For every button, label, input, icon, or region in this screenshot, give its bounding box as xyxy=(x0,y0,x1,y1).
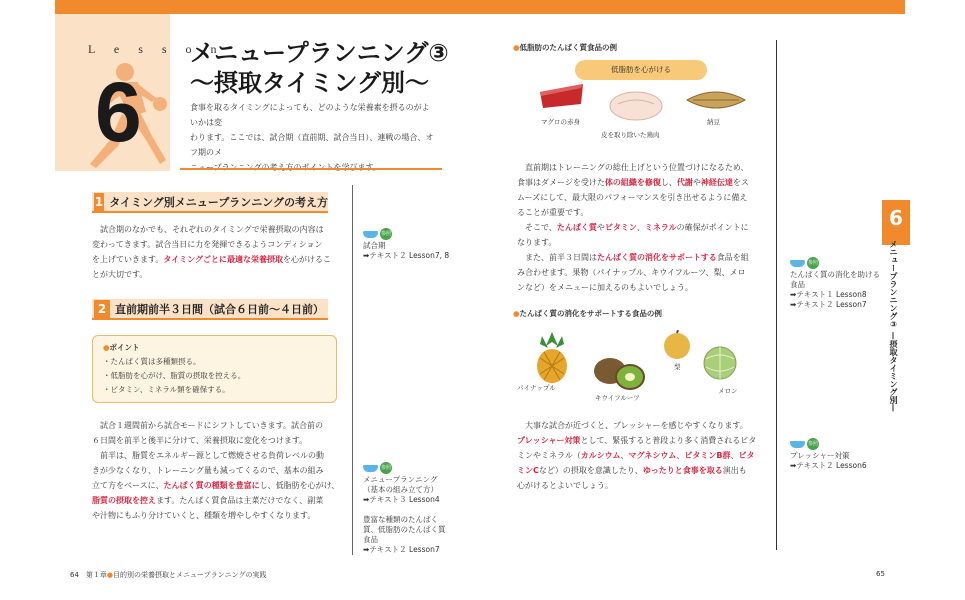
text-run: の確保がポイントに xyxy=(676,223,749,232)
section-1-heading xyxy=(92,192,328,213)
reference-badge: 参照 xyxy=(807,438,819,450)
body-line: ンなど）をメニューに加えるのもよいでしょう。 xyxy=(517,283,693,292)
food-label: メロン xyxy=(718,387,738,395)
section-number: 1 xyxy=(94,194,104,209)
pear-illustration xyxy=(662,330,692,360)
text-run: として、緊張すると普段より多く消費されるビタ xyxy=(580,436,757,445)
reference-icon xyxy=(790,257,819,269)
section-number: 2 xyxy=(94,300,110,318)
chapter-tab-title: メニュープランニング③ —摂取タイミング別— xyxy=(889,240,898,412)
reference-title: たんぱく質の消化を助ける xyxy=(790,269,880,279)
reference-note xyxy=(363,462,440,505)
highlight-text: ビタ xyxy=(738,451,755,460)
highlight-text: ビタミン xyxy=(604,223,637,232)
body-line: 試合期のなかでも、それぞれのタイミングで栄養摂取の内容は xyxy=(92,225,324,234)
kiwi-illustration xyxy=(592,355,648,391)
body-line: きが少なくなり、トレーニング量も減ってくるので、基本の組み xyxy=(92,466,324,475)
intro-text xyxy=(190,100,435,175)
food-label: パイナップル xyxy=(517,384,556,392)
point-box xyxy=(92,335,337,403)
natto-illustration xyxy=(685,86,747,114)
page-title xyxy=(190,38,449,98)
highlight-text: ミンC xyxy=(517,466,539,475)
body-line: 直前期はトレーニングの総仕上げという位置づけになるため、 xyxy=(517,163,749,172)
reference-badge: 参照 xyxy=(380,462,392,474)
body-line: や汁物にもふり分けていくと、種類を増やしやすくなります。 xyxy=(92,511,316,520)
point-heading-text: ポイント xyxy=(109,343,140,352)
body-line: ６日間を前半と後半に分けて、栄養摂取に変化をつけます。 xyxy=(92,436,308,445)
title-line-1: メニュープランニング③ xyxy=(190,39,449,67)
text-run: など）の摂取を意識したり、 xyxy=(538,466,643,475)
right-body-2 xyxy=(517,418,772,493)
reference-title: 豊富な種類のたんぱく xyxy=(363,515,438,524)
caption-text: たんぱく質の消化をサポートする食品の例 xyxy=(519,309,662,318)
text-run: を上げていきます。 xyxy=(92,255,164,264)
text-run: 、 xyxy=(730,451,739,460)
top-orange-bar xyxy=(55,0,905,14)
section-label: 直前期前半３日間（試合６日前〜４日前） xyxy=(115,302,324,316)
reference-note xyxy=(363,515,446,555)
reference-link: ➡テキスト２ Lesson7 xyxy=(790,299,867,309)
intro-divider xyxy=(180,168,442,170)
highlight-text: タイミングごとに最適な栄養摂取 xyxy=(163,255,284,264)
reference-rule-left xyxy=(352,185,353,555)
point-item: ・たんぱく質は多種類摂る。 xyxy=(103,357,201,366)
intro-line: 食事を取るタイミングによっても、どのような栄養素を摂るのがよいかは変 xyxy=(190,103,430,127)
text-run: ミンやミネラル（ xyxy=(517,451,581,460)
reference-link: ➡テキスト２ Lesson7, 8 xyxy=(363,250,450,260)
reference-title: （基本の組み立て方） xyxy=(363,484,438,494)
body-line xyxy=(517,463,772,478)
text-run: をス xyxy=(732,178,749,187)
text-run: 、 xyxy=(620,451,629,460)
section-label: タイミング別メニュープランニングの考え方 xyxy=(109,195,328,209)
body-line: 心がけるとよいでしょう。 xyxy=(517,481,613,490)
reference-title: 食品 xyxy=(790,279,805,289)
text-run: 、 xyxy=(676,451,685,460)
point-item: ・ビタミン、ミネラル類を確保する。 xyxy=(103,385,230,394)
caption-text: 低脂肪のたんぱく質食品の例 xyxy=(519,43,618,52)
text-run: ます。たんぱく質食品は主菜だけでなく、副菜 xyxy=(156,496,324,505)
lesson-label: L e s s o n xyxy=(88,42,225,56)
highlight-text: たんぱく質の種類を豊富に xyxy=(163,481,260,490)
intro-line: わります。ここでは、試合期（直前期、試合当日）、連戦の場合、オフ期のメ xyxy=(190,133,434,157)
reference-title: メニュープランニング xyxy=(363,474,438,484)
footer-left: 64 第１章●目的別の栄養摂取とメニュープランニングの実践 xyxy=(70,571,267,579)
text-run: 食品を組 xyxy=(716,253,749,262)
body-line xyxy=(517,448,772,463)
body-line: み合わせます。果物（パイナップル、キウイフルーツ、梨、メロ xyxy=(517,268,746,277)
highlight-text: 代謝 xyxy=(676,178,693,187)
food-label: キウイフルーツ xyxy=(595,394,640,402)
body-line xyxy=(92,478,347,493)
reference-link: ➡テキスト２ Lesson7 xyxy=(363,545,440,554)
section-1-body xyxy=(92,222,342,282)
body-line: 変わってきます。試合当日に力を発揮できるようコンディション xyxy=(92,240,323,249)
point-heading: ●ポイント xyxy=(103,343,140,352)
text-run: や xyxy=(692,178,701,187)
reference-title: 試合期 xyxy=(363,240,386,250)
melon-illustration xyxy=(700,345,740,381)
reference-link: ➡テキスト１ Lesson8 xyxy=(790,289,867,299)
point-item: ・低脂肪を心がけ、脂質の摂取を控える。 xyxy=(103,371,246,380)
body-line xyxy=(92,252,342,267)
chapter-label: 第１章 xyxy=(85,571,107,579)
text-run: し、低脂肪を心がけ、 xyxy=(259,481,340,490)
speech-bubble: 低脂肪を心がける xyxy=(575,60,707,80)
body-line xyxy=(517,220,772,235)
highlight-text: カルシウム xyxy=(580,451,621,460)
page-number: 65 xyxy=(876,570,885,578)
reference-icon xyxy=(790,438,819,450)
reference-link: ➡テキスト３ Lesson4 xyxy=(363,494,440,504)
pineapple-illustration xyxy=(530,330,574,384)
reference-title: 食品 xyxy=(363,535,378,544)
highlight-text: プレッシャー対策 xyxy=(517,436,581,445)
body-line: 大事な試合が近づくと、プレッシャーを感じやすくなります。 xyxy=(517,421,748,430)
right-body-1 xyxy=(517,160,772,295)
food-label: マグロの赤身 xyxy=(541,118,580,126)
caption-digestion-foods: ●たんぱく質の消化をサポートする食品の例 xyxy=(513,309,662,318)
food-label: 皮を取り除いた鶏肉 xyxy=(601,131,660,139)
reference-title: プレッシャー対策 xyxy=(790,450,850,460)
section-2-heading xyxy=(92,299,328,320)
text-run: 食事はダメージを受けた xyxy=(517,178,605,187)
text-run: 演出も xyxy=(722,466,747,475)
reference-rule-right xyxy=(776,40,777,550)
text-run: そこで、 xyxy=(517,223,557,232)
page-number: 64 xyxy=(70,571,79,579)
body-line xyxy=(517,175,772,190)
body-line: 前半は、脂質をエネルギー源として燃焼させる負荷レベルの動 xyxy=(92,451,324,460)
highlight-text: ミネラル xyxy=(644,223,677,232)
highlight-text: マグネシウム xyxy=(628,451,677,460)
tuna-illustration xyxy=(537,80,587,112)
reference-icon xyxy=(363,462,392,474)
reference-badge: 参照 xyxy=(380,228,392,240)
reference-icon xyxy=(363,228,392,240)
reference-link: ➡テキスト２ Lesson6 xyxy=(790,460,867,470)
body-line: とが大切です。 xyxy=(92,270,148,279)
body-line xyxy=(517,250,772,265)
text-run: や xyxy=(596,223,605,232)
reference-note xyxy=(790,438,867,471)
body-line: 試合１週間前から試合モードにシフトしていきます。試合前の xyxy=(92,421,324,430)
highlight-text: たんぱく質 xyxy=(556,223,597,232)
body-line xyxy=(517,433,772,448)
reference-note xyxy=(363,228,449,261)
highlight-text: 神経伝達 xyxy=(700,178,733,187)
title-line-2: 〜摂取タイミング別〜 xyxy=(190,69,430,97)
chapter-tab: 6 xyxy=(882,200,910,245)
reference-badge: 参照 xyxy=(807,257,819,269)
highlight-text: ビタミンB群 xyxy=(684,451,731,460)
text-run: し、 xyxy=(660,178,677,187)
highlight-text: 脂質の摂取を控え xyxy=(92,496,156,505)
food-label: 納豆 xyxy=(707,118,720,126)
text-run: 、 xyxy=(636,223,645,232)
body-line xyxy=(92,493,347,508)
section-2-body xyxy=(92,418,347,523)
chapter-title: 目的別の栄養摂取とメニュープランニングの実践 xyxy=(113,571,267,579)
highlight-text: 体の組織を修復 xyxy=(604,178,661,187)
text-run: また、前半３日間は xyxy=(517,253,597,262)
reference-note xyxy=(790,257,880,310)
body-line: ることが重要です。 xyxy=(517,208,589,217)
chicken-illustration xyxy=(608,88,664,124)
text-run: を心がけるこ xyxy=(283,255,332,264)
caption-low-fat-protein: ●低脂肪のたんぱく質食品の例 xyxy=(513,43,618,52)
reference-title: 質、低脂肪のたんぱく質 xyxy=(363,525,446,534)
body-line: ムーズにして、最大限のパフォーマンスを引き出せるように備え xyxy=(517,193,748,202)
highlight-text: ゆったりと食事を取る xyxy=(642,466,723,475)
highlight-text: たんぱく質の消化をサポートする xyxy=(597,253,717,262)
text-run: 立て方をベースに、 xyxy=(92,481,164,490)
food-label: 梨 xyxy=(674,363,681,371)
lesson-number: 6 xyxy=(95,65,142,159)
body-line: なります。 xyxy=(517,238,557,247)
